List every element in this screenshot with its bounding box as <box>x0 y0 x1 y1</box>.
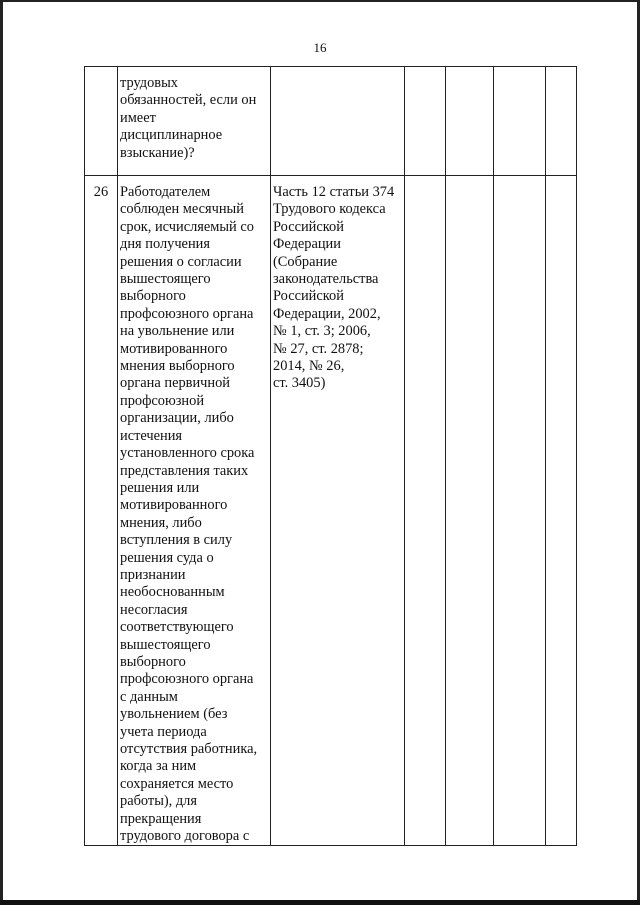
row-number-cell <box>85 67 118 176</box>
reference-line: Российской <box>273 288 344 305</box>
reference-line: Часть 12 статьи 374 <box>273 184 395 200</box>
requirement-line: мнения, либо <box>120 514 202 531</box>
reference-line: Трудового кодекса <box>273 201 386 218</box>
requirement-line: работы), для <box>120 793 197 810</box>
answer-not-applicable-cell <box>494 176 546 846</box>
reference-line: Российской <box>273 218 344 235</box>
requirement-line: трудовых <box>120 75 178 91</box>
requirement-line: Работодателем <box>120 184 211 200</box>
legal-reference-cell <box>271 67 405 176</box>
requirement-line: увольнением (без <box>120 706 228 723</box>
requirement-cell <box>118 67 271 176</box>
requirement-line: решения о согласии <box>120 253 242 270</box>
requirement-line: на увольнение или <box>120 323 235 340</box>
answer-no-cell <box>446 67 494 176</box>
requirement-line: отсутствия работника, <box>120 741 258 757</box>
requirement-line: с данным <box>120 688 178 705</box>
table-row-continuation <box>85 67 577 176</box>
scan-edge-top <box>0 0 640 2</box>
checklist-table <box>84 66 577 846</box>
answer-yes-cell <box>405 176 446 846</box>
reference-line: законодательства <box>273 271 379 288</box>
requirement-line: установленного срока <box>120 445 255 462</box>
answer-yes-cell <box>405 67 446 176</box>
requirement-line: имеет <box>120 109 156 126</box>
requirement-line: профсоюзной <box>120 392 205 409</box>
reference-line: Федерации <box>273 236 341 253</box>
requirement-line: срок, исчисляемый со <box>120 218 254 235</box>
requirement-line: соблюден месячный <box>120 201 244 218</box>
table-row-26 <box>85 176 577 846</box>
notes-cell <box>546 176 577 846</box>
requirement-line: трудового договора с <box>120 828 250 845</box>
requirement-line: обязанностей, если он <box>120 92 257 109</box>
scan-edge-bottom <box>0 900 640 905</box>
requirement-line: соответствующего <box>120 619 234 636</box>
requirement-line: взыскание)? <box>120 144 195 161</box>
requirement-line: мотивированного <box>120 340 228 357</box>
requirement-line: признании <box>120 566 186 583</box>
requirement-line: дня получения <box>120 236 210 253</box>
requirement-line: мотивированного <box>120 497 228 514</box>
requirement-line: решения суда о <box>120 549 214 566</box>
reference-line: 2014, № 26, <box>273 358 345 375</box>
legal-reference-cell <box>271 176 405 846</box>
notes-cell <box>546 67 577 176</box>
requirement-line: несогласия <box>120 601 188 618</box>
reference-line: (Собрание <box>273 253 338 270</box>
reference-line: ст. 3405) <box>273 375 326 392</box>
requirement-line: истечения <box>120 427 183 444</box>
requirement-line: выборного <box>120 653 186 670</box>
reference-line: Федерации, 2002, <box>273 305 381 322</box>
answer-not-applicable-cell <box>494 67 546 176</box>
requirement-line: решения или <box>120 479 200 496</box>
requirement-line: органа первичной <box>120 375 230 392</box>
reference-line: № 27, ст. 2878; <box>273 340 364 357</box>
requirement-line: прекращения <box>120 810 202 827</box>
requirement-line: мнения выборного <box>120 358 235 375</box>
requirement-line: вышестоящего <box>120 271 211 288</box>
requirement-line: профсоюзного органа <box>120 671 254 688</box>
requirement-line: организации, либо <box>120 410 234 427</box>
requirement-line: дисциплинарное <box>120 127 223 144</box>
requirement-line: выборного <box>120 288 186 305</box>
requirement-cell <box>118 176 271 846</box>
requirement-line: профсоюзного органа <box>120 305 254 322</box>
answer-no-cell <box>446 176 494 846</box>
requirement-line: учета периода <box>120 723 207 740</box>
row-number-cell: 26 <box>85 176 118 846</box>
requirement-line: сохраняется место <box>120 775 234 792</box>
requirement-line: вышестоящего <box>120 636 211 653</box>
requirement-line: вступления в силу <box>120 532 233 549</box>
scan-edge-left <box>0 0 3 905</box>
requirement-line: представления таких <box>120 462 249 479</box>
requirement-line: необоснованным <box>120 584 225 601</box>
page-number: 16 <box>313 40 327 55</box>
requirement-line: когда за ним <box>120 758 197 775</box>
reference-line: № 1, ст. 3; 2006, <box>273 323 371 340</box>
